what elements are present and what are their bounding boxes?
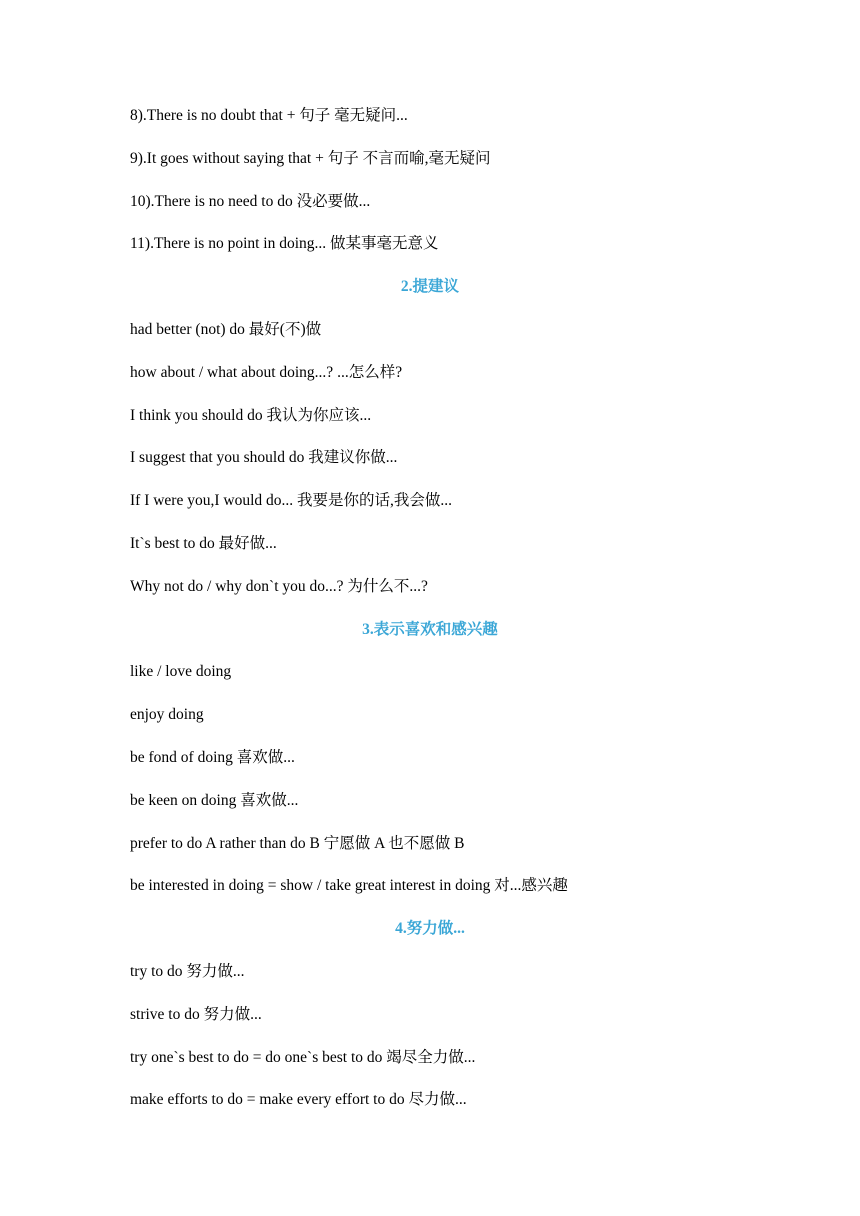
text-line-why-not: Why not do / why don`t you do...? 为什么不...? (130, 577, 428, 595)
text-line-no-need: 10).There is no need to do 没必要做... (130, 192, 371, 210)
text-line-strive: strive to do 努力做... (130, 1005, 262, 1023)
text-line-i-suggest: I suggest that you should do 我建议你做... (130, 449, 398, 467)
text-line-no-point: 11).There is no point in doing... 做某事毫无意义 (130, 235, 439, 253)
text-line-had-better: had better (not) do 最好(不)做 (130, 320, 322, 338)
text-line-prefer: prefer to do A rather than do B 宁愿做 A 也不愿做 B (130, 834, 465, 852)
text-line-i-think: I think you should do 我认为你应该... (130, 406, 372, 424)
text-line-like-love: like / love doing (130, 663, 232, 681)
text-line-try-best: try one`s best to do = do one`s best to do 竭尽全力做... (130, 1048, 476, 1066)
text-line-interested-in: be interested in doing = show / take great interest in doing 对...感兴趣 (130, 877, 568, 895)
text-line-make-efforts: make efforts to do = make every effort to do 尽力做... (130, 1091, 467, 1109)
text-line-keen-on: be keen on doing 喜欢做... (130, 791, 299, 809)
text-line-its-best: It`s best to do 最好做... (130, 534, 277, 552)
section-heading-effort: 4.努力做... (395, 920, 465, 938)
text-line-fond-of: be fond of doing 喜欢做... (130, 748, 295, 766)
text-line-try-to-do: try to do 努力做... (130, 962, 245, 980)
text-line-goes-without-saying: 9).It goes without saying that + 句子 不言而喻,毫无疑问 (130, 149, 491, 167)
text-line-if-i-were-you: If I were you,I would do... 我要是你的话,我会做... (130, 492, 453, 510)
section-heading-likes-interests: 3.表示喜欢和感兴趣 (362, 620, 498, 638)
text-line-how-about: how about / what about doing...? ...怎么样? (130, 363, 403, 381)
text-line-no-doubt: 8).There is no doubt that + 句子 毫无疑问... (130, 107, 408, 124)
text-line-enjoy: enjoy doing (130, 706, 204, 724)
document-content (130, 95, 730, 1122)
section-heading-suggestions: 2.提建议 (400, 278, 460, 296)
